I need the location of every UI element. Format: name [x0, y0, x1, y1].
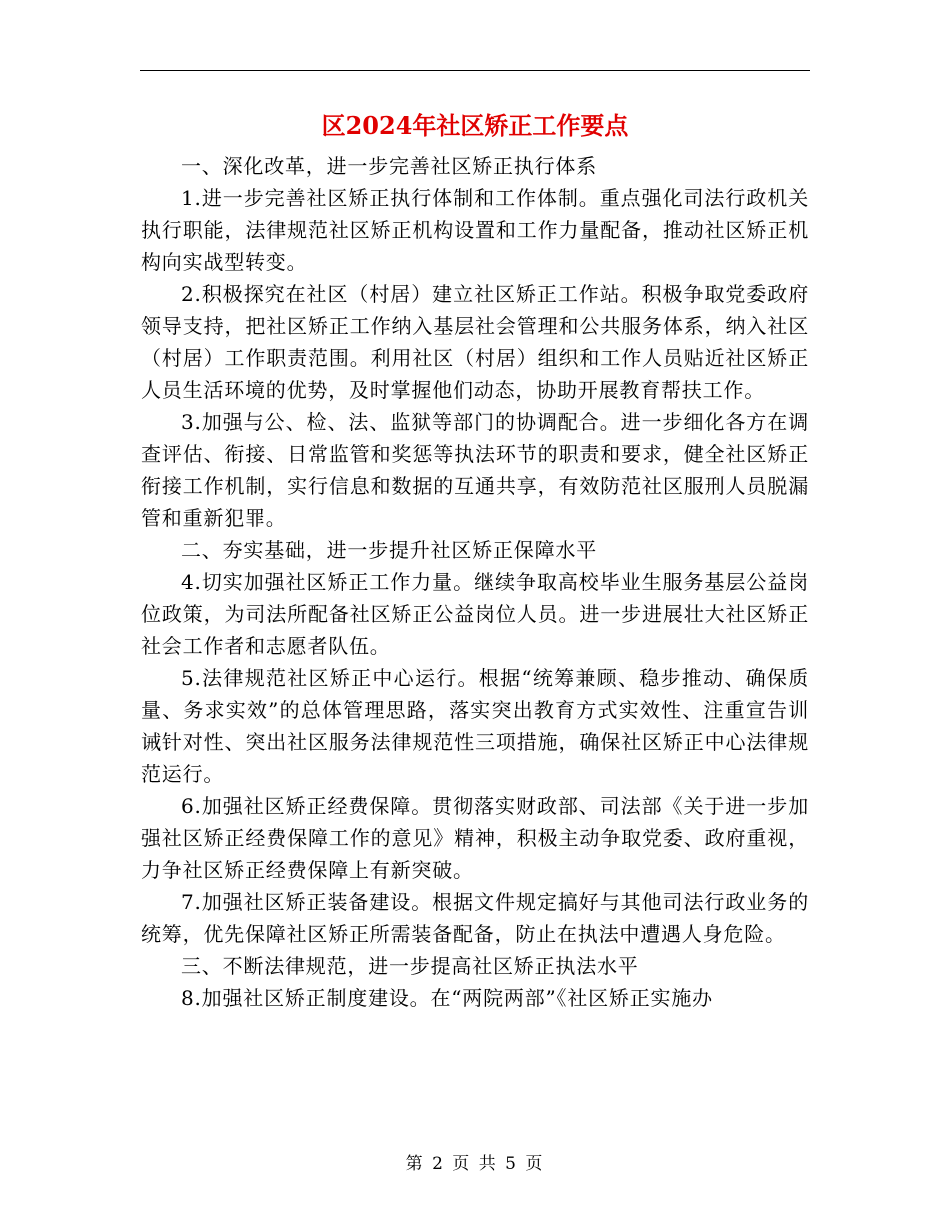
paragraph-item-6: 6.加强社区矫正经费保障。贯彻落实财政部、司法部《关于进一步加强社区矫正经费保障工作的意见》精神，积极主动争取党委、政府重视，力争社区矫正经费保障上有新突破。: [141, 794, 809, 882]
paragraph-item-4: 4.切实加强社区矫正工作力量。继续争取高校毕业生服务基层公益岗位政策，为司法所配备社区矫正公益岗位人员。进一步进展壮大社区矫正社会工作者和志愿者队伍。: [141, 570, 809, 658]
paragraph-item-7: 7.加强社区矫正装备建设。根据文件规定搞好与其他司法行政业务的统筹，优先保障社区矫正所需装备配备，防止在执法中遭遇人身危险。: [141, 890, 809, 946]
document-title: 区2024年社区矫正工作要点: [321, 111, 629, 140]
paragraph-item-3: 3.加强与公、检、法、监狱等部门的协调配合。进一步细化各方在调查评估、衔接、日常监管和奖惩等执法环节的职责和要求，健全社区矫正衔接工作机制，实行信息和数据的互通共享，有效防范社区服刑人员脱漏管和重新犯罪。: [141, 410, 809, 530]
section-heading-3: 三、不断法律规范，进一步提高社区矫正执法水平: [181, 954, 639, 978]
paragraph-item-1: 1.进一步完善社区矫正执行体制和工作体制。重点强化司法行政机关执行职能，法律规范社区矫正机构设置和工作力量配备，推动社区矫正机构向实战型转变。: [141, 186, 809, 274]
section-heading-1: 一、深化改革，进一步完善社区矫正执行体系: [181, 154, 597, 178]
section-heading-2: 二、夯实基础，进一步提升社区矫正保障水平: [181, 538, 597, 562]
page-footer: 第 2 页 共 5 页: [405, 1154, 545, 1174]
paragraph-item-2: 2.积极探究在社区（村居）建立社区矫正工作站。积极争取党委政府领导支持，把社区矫正工作纳入基层社会管理和公共服务体系，纳入社区（村居）工作职责范围。利用社区（村居）组织和工作人员贴近社区矫正人员生活环境的优势，及时掌握他们动态，协助开展教育帮扶工作。: [141, 282, 809, 402]
paragraph-item-8: 8.加强社区矫正制度建设。在“两院两部”《社区矫正实施办: [181, 986, 713, 1010]
paragraph-item-5: 5.法律规范社区矫正中心运行。根据“统筹兼顾、稳步推动、确保质量、务求实效”的总体管理思路，落实突出教育方式实效性、注重宣告训诫针对性、突出社区服务法律规范性三项措施，确保社区矫正中心法律规范运行。: [141, 666, 809, 786]
document-body: [141, 150, 809, 1014]
header-rule: [140, 70, 810, 71]
